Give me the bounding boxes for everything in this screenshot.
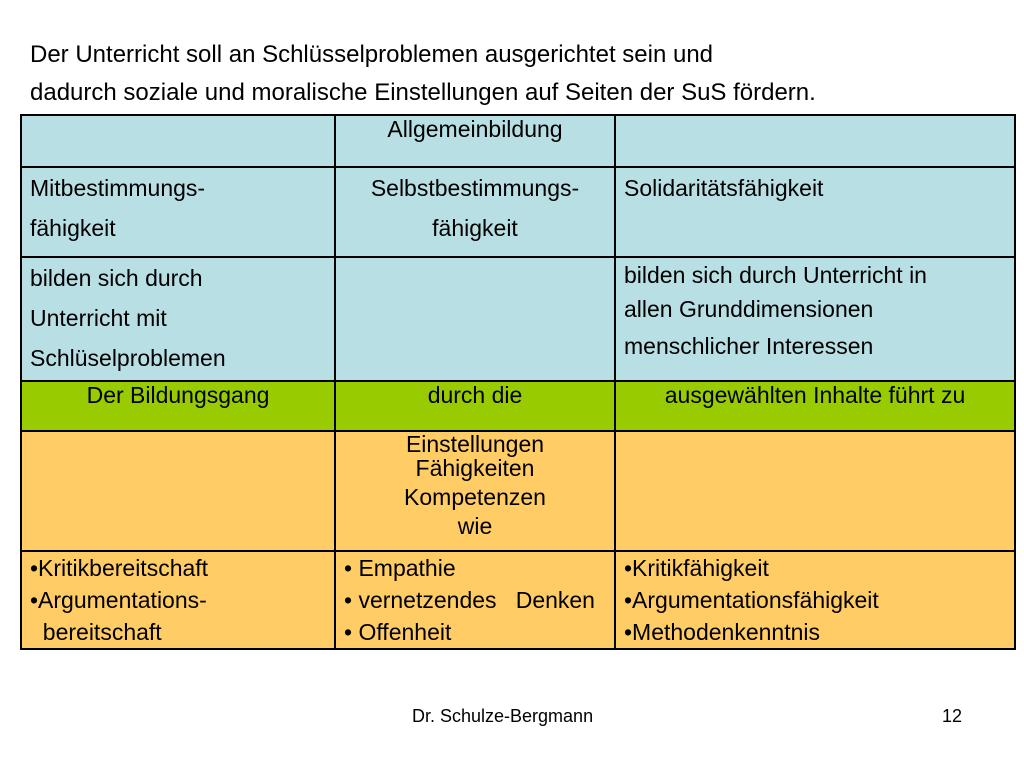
table-row-3 <box>21 257 1015 381</box>
list-item: • Offenheit <box>344 619 452 645</box>
cell-text-line: Selbstbestimmungs- <box>370 175 580 201</box>
list-item: •Argumentations- <box>30 587 207 613</box>
slide-heading <box>30 36 1000 112</box>
cell-text-line: bilden sich durch Unterricht in <box>624 262 927 288</box>
footer-author: Dr. Schulze-Bergmann <box>412 706 594 726</box>
table-row-4 <box>21 381 1015 431</box>
list-item: •Methodenkenntnis <box>624 619 821 645</box>
cell-bilden-unterricht <box>21 257 335 381</box>
cell-selbstbestimmung <box>335 167 615 257</box>
cell-r5-c1 <box>21 431 335 551</box>
cell-r5-c3 <box>615 431 1015 551</box>
cell-text-line: wie <box>457 513 493 539</box>
cell-empathie-list <box>335 551 615 649</box>
cell-einstellungen <box>335 431 615 551</box>
heading-line-1: Der Unterricht soll an Schlüsselproblemen ausgerichtet sein und <box>30 41 714 68</box>
cell-ausgewaehlte-inhalte: ausgewählten Inhalte führt zu <box>615 381 1015 431</box>
cell-text-line: Solidaritätsfähigkeit <box>624 175 824 201</box>
list-item: • Empathie <box>344 555 456 581</box>
list-item: •Kritikbereitschaft <box>30 555 209 581</box>
cell-text-line: bilden sich durch <box>30 265 203 291</box>
page-number: 12 <box>942 706 963 726</box>
cell-text-line: Unterricht mit <box>30 305 167 331</box>
heading-line-2: dadurch soziale und moralische Einstellungen auf Seiten der SuS fördern. <box>30 79 816 106</box>
table-row-1 <box>21 115 1015 167</box>
cell-r1-c3 <box>615 115 1015 167</box>
content-table <box>20 114 1016 650</box>
cell-text-line: fähigkeit <box>30 215 116 241</box>
cell-bereitschaft-list <box>21 551 335 649</box>
table-row-5 <box>21 431 1015 551</box>
cell-text-line: Fähigkeiten <box>415 455 535 481</box>
cell-text-line: menschlicher Interessen <box>624 333 874 359</box>
cell-durch-die: durch die <box>335 381 615 431</box>
cell-r1-c1 <box>21 115 335 167</box>
cell-text-line: allen Grunddimensionen <box>624 296 874 322</box>
list-item: bereitschaft <box>30 619 162 645</box>
cell-text-line: Kompetenzen <box>404 484 546 510</box>
cell-bilden-grunddimensionen <box>615 257 1015 381</box>
list-item: •Argumentationsfähigkeit <box>624 587 879 613</box>
cell-r3-c2 <box>335 257 615 381</box>
cell-text-line: Einstellungen <box>405 431 545 457</box>
table-row-2 <box>21 167 1015 257</box>
cell-mitbestimmung <box>21 167 335 257</box>
list-item: • vernetzendes Denken <box>344 587 595 613</box>
cell-solidaritaet <box>615 167 1015 257</box>
cell-text-line: Schlüselproblemen <box>30 345 226 371</box>
cell-bildungsgang: Der Bildungsgang <box>21 381 335 431</box>
cell-text-line: fähigkeit <box>432 215 518 241</box>
list-item: •Kritikfähigkeit <box>624 555 769 581</box>
cell-faehigkeit-list <box>615 551 1015 649</box>
cell-allgemeinbildung: Allgemeinbildung <box>335 115 615 167</box>
cell-text-line: Mitbestimmungs- <box>30 175 206 201</box>
table-row-6 <box>21 551 1015 649</box>
